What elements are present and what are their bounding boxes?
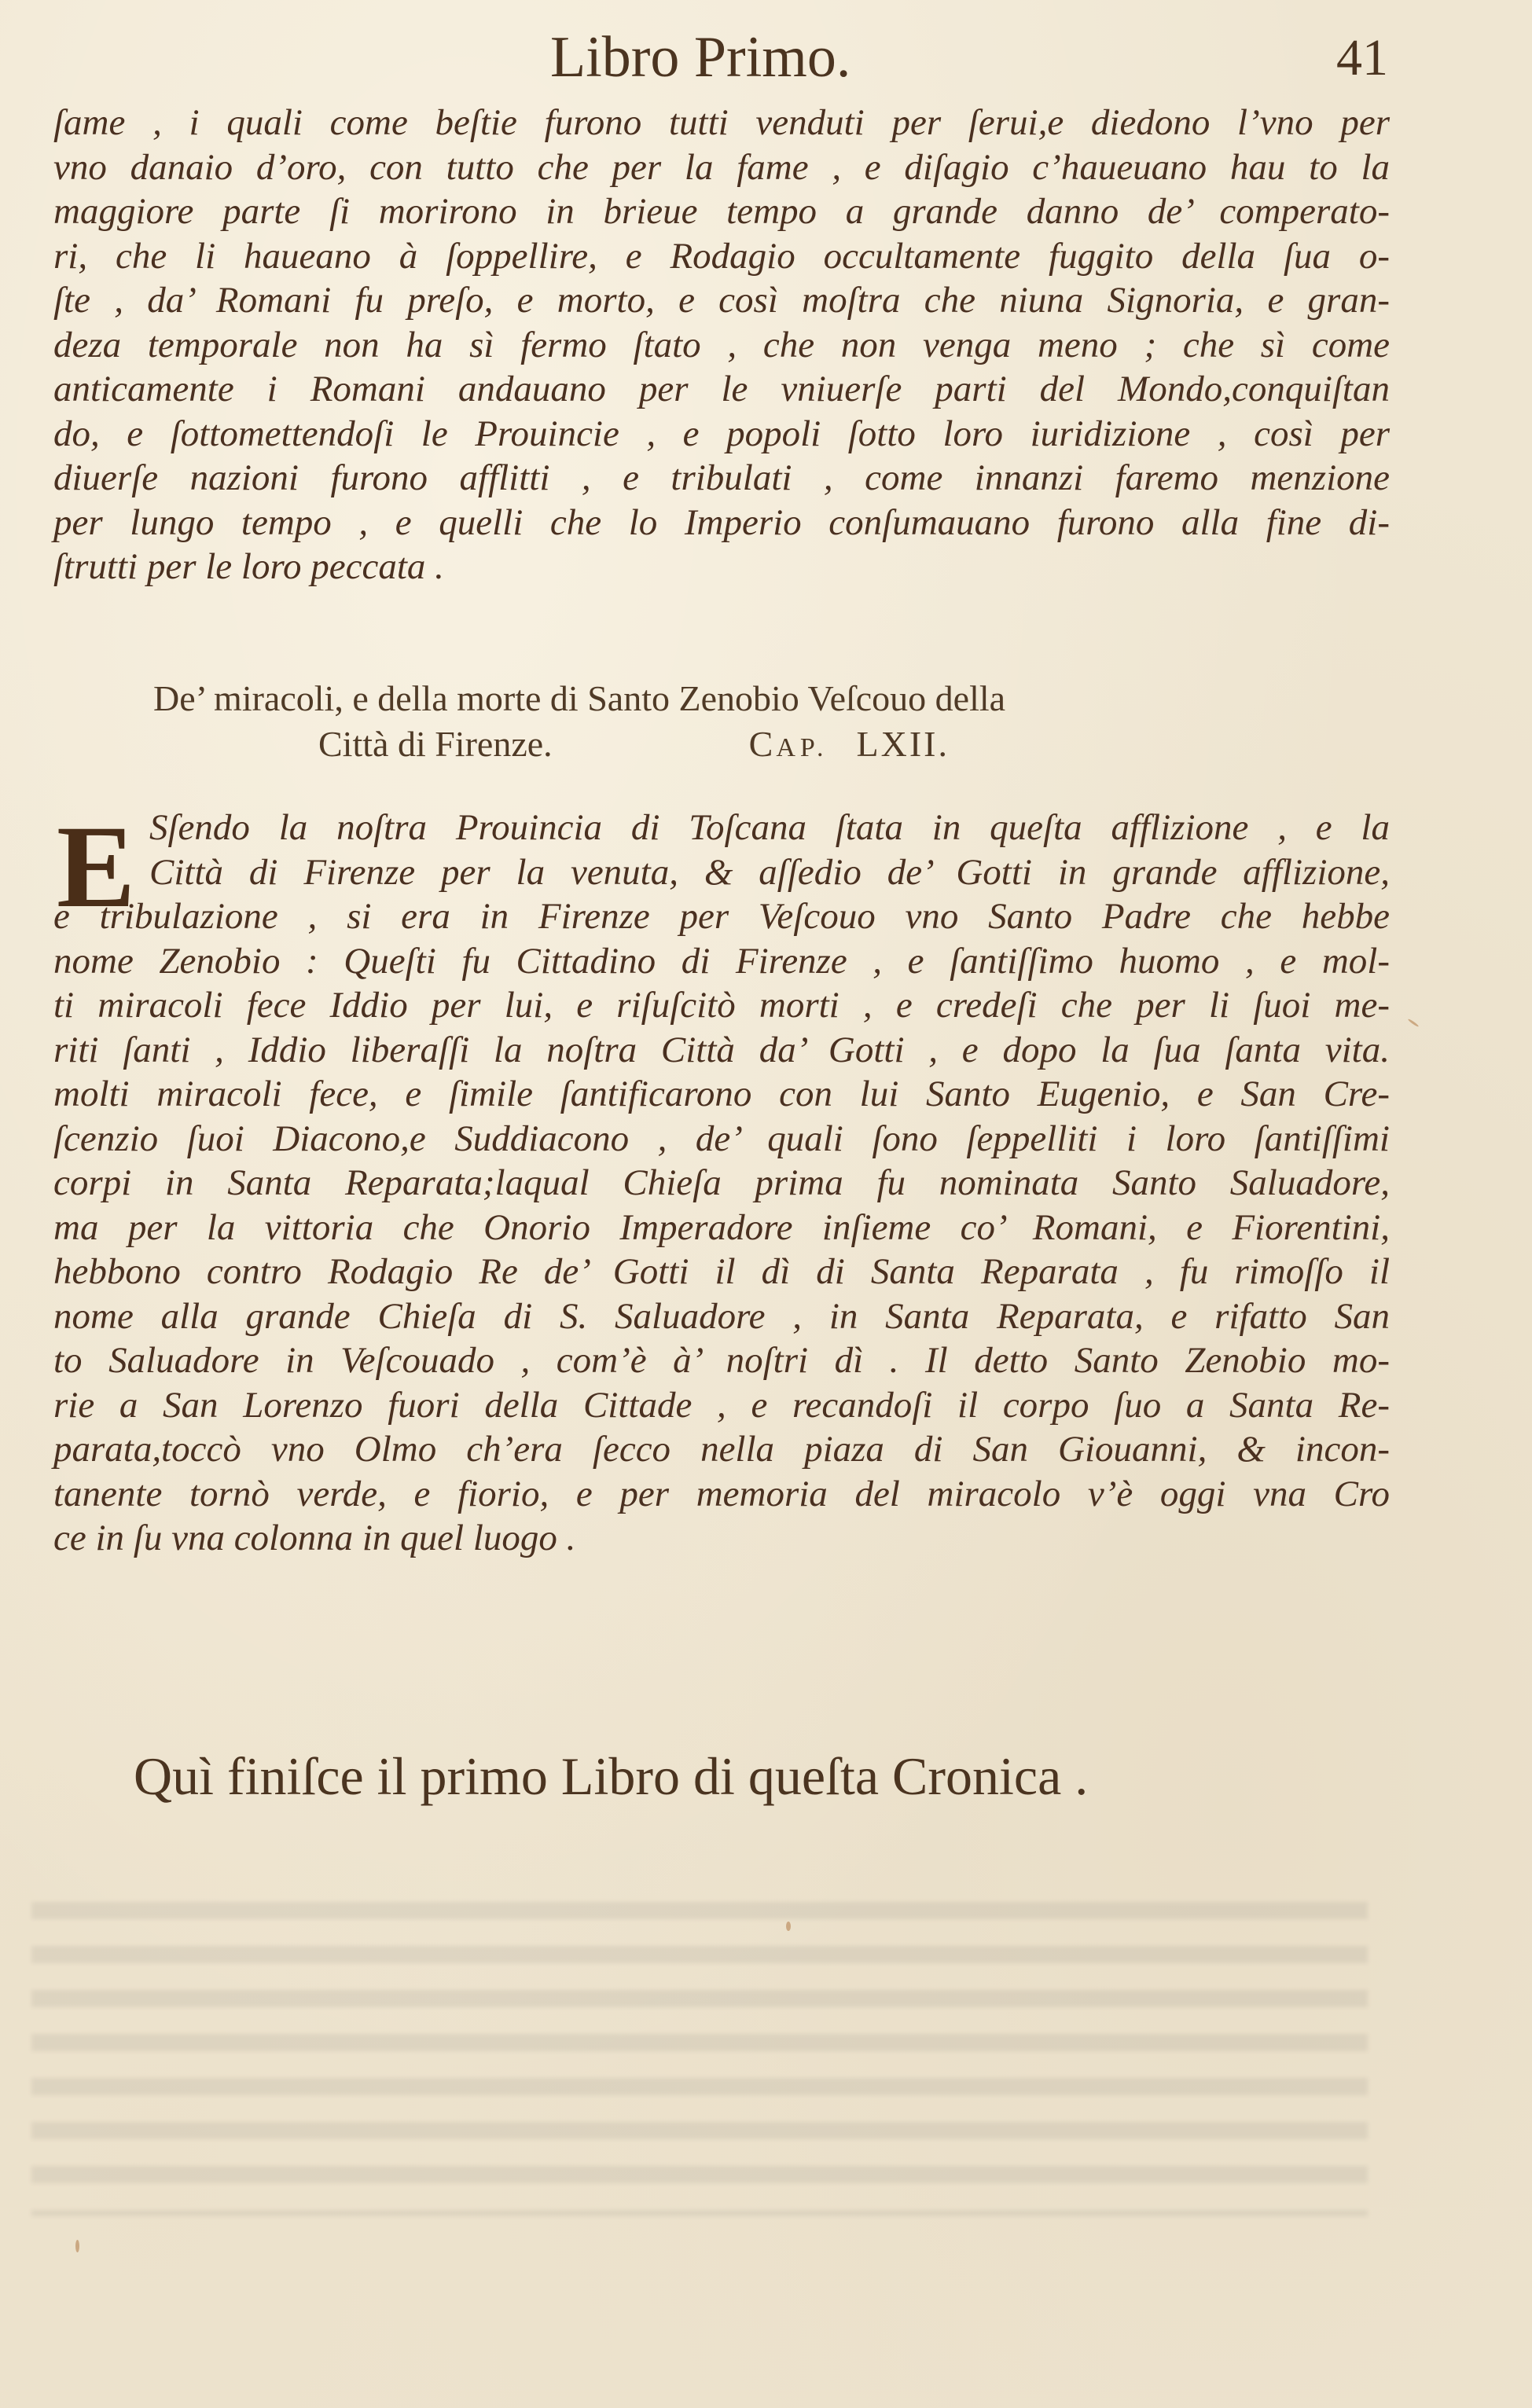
chapter-title-end: Città di Firenze. xyxy=(318,724,553,764)
text-line: ſame , i quali come beſtie furono tutti venduti per ſerui,e diedono l’vno per xyxy=(53,102,1390,143)
text-line: ſte , da’ Romani fu preſo, e morto, e così moſtra che niuna Signoria, e gran- xyxy=(53,280,1390,321)
show-through-text xyxy=(31,1902,1368,2216)
running-title: Libro Primo. xyxy=(550,25,851,90)
text-line: ſcenzio ſuoi Diacono,e Suddiacono , de’ quali ſono ſeppelliti i loro ſantiſſimi xyxy=(53,1118,1390,1159)
chapter-heading xyxy=(153,676,1332,771)
chapter-label-rest: AP. xyxy=(776,733,828,762)
paragraph-continued xyxy=(53,101,1390,589)
text-line: nome Zenobio : Queſti fu Cittadino di Firenze , e ſantiſſimo huomo , e mol- xyxy=(53,940,1390,982)
text-line: ſtrutti per le loro peccata . xyxy=(53,546,444,587)
chapter-opening-lines xyxy=(149,806,1390,894)
foxing-spot xyxy=(75,2240,79,2252)
text-line: to Saluadore in Veſcouado , com’è à’ noſtri dì . Il detto Santo Zenobio mo- xyxy=(53,1340,1390,1381)
chapter-body xyxy=(53,894,1390,1561)
foxing-spot xyxy=(786,1922,791,1931)
text-line: Città di Firenze per la venuta, & aſſedio de’ Gotti in grande afflizione, xyxy=(149,851,1390,893)
text-line: riti ſanti , Iddio liberaſſi la noſtra Città da’ Gotti , e dopo la ſua ſanta vita. xyxy=(53,1029,1390,1070)
text-line: diuerſe nazioni furono afflitti , e tribulati , come innanzi faremo menzione xyxy=(53,457,1390,498)
text-line: ma per la vittoria che Onorio Imperadore inſieme co’ Romani, e Fiorentini, xyxy=(53,1206,1390,1248)
text-line: anticamente i Romani andauano per le vniuerſe parti del Mondo,conquiſtan xyxy=(53,369,1390,409)
chapter-title-line: De’ miracoli, e della morte di Santo Zenobio Veſcouo della xyxy=(153,678,1006,718)
drop-cap-initial: E xyxy=(57,802,136,932)
chapter-number: LXII. xyxy=(856,724,950,764)
text-line: tanente tornò verde, e fiorio, e per memoria del miracolo v’è oggi vna Cro xyxy=(53,1473,1390,1514)
text-line: do, e ſottomettendoſi le Prouincie , e popoli ſotto loro iuridizione , così per xyxy=(53,413,1390,454)
foxing-spot xyxy=(1408,1019,1420,1028)
text-line: per lungo tempo , e quelli che lo Imperio conſumauano furono alla fine di- xyxy=(53,501,1390,543)
text-line: Sſendo la noſtra Prouincia di Toſcana ſtata in queſta afflizione , e la xyxy=(149,807,1390,848)
chapter-title-line xyxy=(153,721,1332,771)
text-line: hebbono contro Rodagio Re de’ Gotti il dì di Santa Reparata , fu rimoſſo il xyxy=(53,1251,1390,1292)
text-line: nome alla grande Chieſa di S. Saluadore , in Santa Reparata, e rifatto San xyxy=(53,1295,1390,1337)
page-number: 41 xyxy=(1336,29,1388,86)
text-line: maggiore parte ſi morirono in brieue tempo a grande danno de’ comperato- xyxy=(53,191,1390,232)
chapter-label-initial: C xyxy=(748,724,777,764)
chapter-label xyxy=(749,724,828,764)
text-line: e tribulazione , si era in Firenze per Veſcouo vno Santo Padre che hebbe xyxy=(53,896,1390,937)
text-line: ti miracoli fece Iddio per lui, e riſuſcitò morti , e credeſi che per li ſuoi me- xyxy=(53,985,1390,1026)
text-line: vno danaio d’oro, con tutto che per la fame , e diſagio c’haueuano hau to la xyxy=(53,146,1390,188)
text-line: rie a San Lorenzo fuori della Cittade , e recandoſi il corpo ſuo a Santa Re- xyxy=(53,1384,1390,1426)
text-line: ce in ſu vna colonna in quel luogo . xyxy=(53,1518,576,1558)
running-head xyxy=(550,22,1431,93)
text-line: ri, che li haueano à ſoppellire, e Rodagio occultamente fuggito della ſua o- xyxy=(53,235,1390,277)
text-line: corpi in Santa Reparata;laqual Chieſa prima fu nominata Santo Saluadore, xyxy=(53,1162,1390,1203)
text-line: molti miracoli fece, e ſimile ſantificarono con lui Santo Eugenio, e San Cre- xyxy=(53,1074,1390,1114)
book-end-colophon: Quì finiſce il primo Libro di queſta Cronica . xyxy=(134,1746,1089,1806)
text-line: deza temporale non ha sì fermo ſtato , che non venga meno ; che sì come xyxy=(53,324,1390,365)
text-line: parata,toccò vno Olmo ch’era ſecco nella piaza di San Giouanni, & incon- xyxy=(53,1429,1390,1470)
